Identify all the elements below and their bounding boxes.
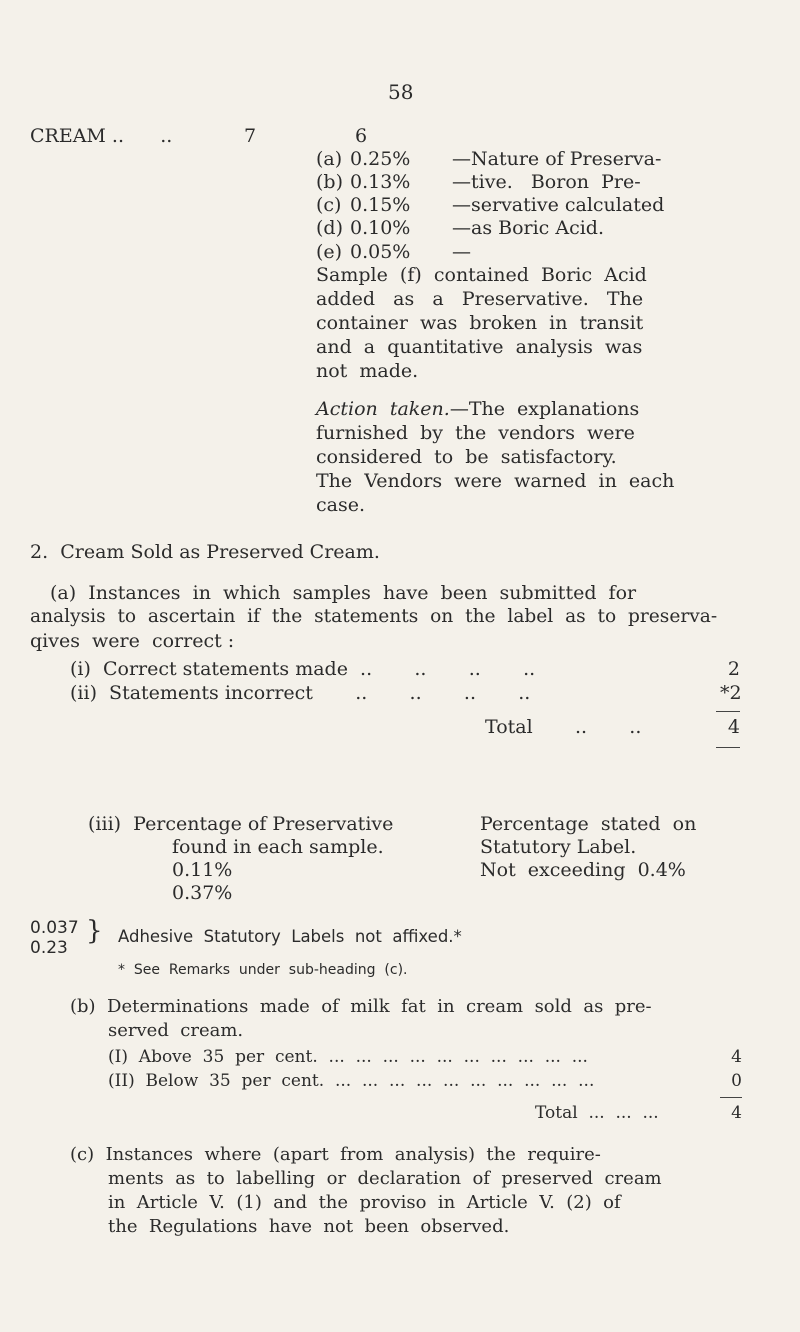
action-first-line-rest: —The explanations	[449, 398, 640, 420]
fat-row-label: (I) Above 35 per cent. ... ... ... ... ... ... ... ... ... ...	[108, 1047, 588, 1067]
action-first-line	[316, 397, 639, 421]
paragraph-line: served cream.	[108, 1020, 244, 1041]
percentage-value: 0.11%	[172, 859, 233, 881]
page-number: 58	[388, 80, 414, 104]
cream-col1-value: 7	[244, 125, 257, 147]
paragraph-line: ments as to labelling or declaration of preserved cream	[108, 1168, 662, 1189]
sample-note: —	[452, 241, 471, 263]
column-heading-right: Statutory Label.	[480, 836, 637, 858]
sample-letter: (b)	[316, 171, 343, 193]
paragraph-line: in Article V. (1) and the proviso in Article V. (2) of	[108, 1192, 621, 1213]
stat-row-label: (ii) Statements incorrect .. .. .. ..	[70, 682, 531, 704]
stat-row-value: *2	[720, 682, 742, 704]
percentage-value: 0.37%	[172, 882, 233, 904]
action-line: The Vendors were warned in each	[316, 470, 675, 492]
action-line: case.	[316, 494, 366, 516]
sample-letter: (d)	[316, 217, 343, 239]
fat-row-value: 4	[731, 1047, 742, 1067]
stat-row-value: 2	[727, 658, 740, 680]
section-heading: 2. Cream Sold as Preserved Cream.	[30, 541, 380, 563]
footnote: * See Remarks under sub-heading (c).	[118, 962, 408, 978]
sample-value: 0.13%	[350, 171, 411, 193]
sample-f-line: and a quantitative analysis was	[316, 336, 643, 358]
sample-letter: (e)	[316, 241, 343, 263]
sample-value: 0.05%	[350, 241, 411, 263]
column-heading-left: (iii) Percentage of Preservative	[88, 813, 394, 835]
row-label-cream: CREAM .. ..	[30, 125, 173, 147]
action-line: considered to be satisfactory.	[316, 446, 617, 468]
sum-rule	[716, 711, 740, 712]
column-heading-left: found in each sample.	[172, 836, 384, 858]
paragraph-line: (c) Instances where (apart from analysis) the require-	[70, 1144, 601, 1165]
bracket-value: 0.037	[30, 918, 79, 938]
paragraph-line: (b) Determinations made of milk fat in cream sold as pre-	[70, 996, 652, 1017]
sample-note: —tive. Boron Pre-	[452, 171, 641, 193]
cream-col2-value: 6	[355, 125, 368, 147]
total-rule	[716, 747, 740, 748]
sample-value: 0.10%	[350, 217, 411, 239]
sample-letter: (a)	[316, 148, 343, 170]
fat-row-label: (II) Below 35 per cent. ... ... ... ... ... ... ... ... ... ...	[108, 1071, 595, 1091]
sample-note: —Nature of Preserva-	[452, 148, 662, 170]
paragraph-line: the Regulations have not been observed.	[108, 1216, 510, 1237]
sum-rule	[720, 1097, 742, 1098]
stated-percentage: Not exceeding 0.4%	[480, 859, 686, 881]
sample-f-line: added as a Preservative. The	[316, 288, 644, 310]
paragraph-line: (a) Instances in which samples have been submitted for	[50, 582, 637, 604]
bracket-text: Adhesive Statutory Labels not affixed.*	[118, 927, 462, 946]
sample-value: 0.25%	[350, 148, 411, 170]
action-label: Action taken.	[316, 398, 450, 420]
fat-row-value: 0	[731, 1071, 742, 1091]
total-value: 4	[731, 1103, 742, 1123]
total-value: 4	[727, 716, 740, 738]
paragraph-line: analysis to ascertain if the statements on the label as to preserva-	[30, 606, 718, 627]
sample-f-line: not made.	[316, 360, 419, 382]
bracket-value: 0.23	[30, 938, 68, 958]
paragraph-line: qives were correct :	[30, 630, 235, 652]
sample-value: 0.15%	[350, 194, 411, 216]
column-heading-right: Percentage stated on	[480, 813, 697, 835]
sample-note: —servative calculated	[452, 194, 665, 216]
total-label: Total ... ... ...	[535, 1103, 659, 1123]
sample-f-line: Sample (f) contained Boric Acid	[316, 264, 647, 286]
action-line: furnished by the vendors were	[316, 422, 635, 444]
sample-letter: (c)	[316, 194, 342, 216]
stat-row-label: (i) Correct statements made .. .. .. ..	[70, 658, 536, 680]
total-label: Total .. ..	[485, 716, 642, 738]
brace-icon: }	[86, 916, 103, 946]
sample-note: —as Boric Acid.	[452, 217, 604, 239]
sample-f-line: container was broken in transit	[316, 312, 644, 334]
